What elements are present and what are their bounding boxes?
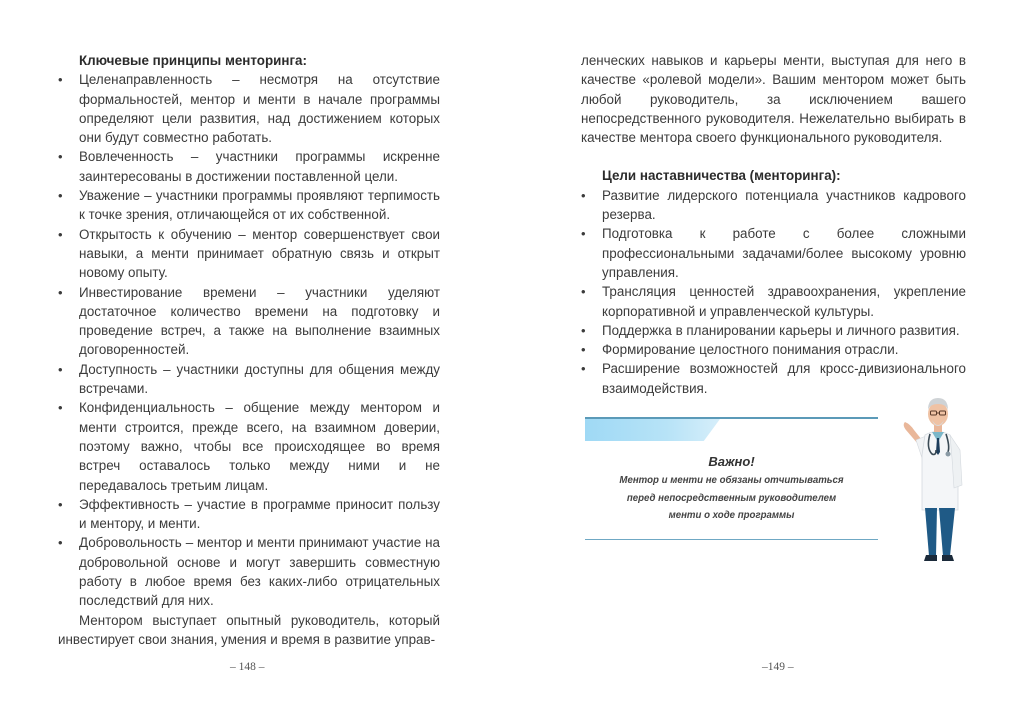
- goals-heading: Цели наставничества (менторинга):: [602, 168, 841, 184]
- principles-list: [58, 70, 440, 610]
- callout-title: Важно!: [708, 454, 755, 469]
- list-item: [581, 186, 966, 225]
- list-item: [58, 398, 440, 494]
- list-item-text: Поддержка в планировании карьеры и личного развития.: [602, 322, 960, 338]
- bullet-icon: •: [581, 361, 586, 377]
- page-number: –149 –: [762, 661, 794, 673]
- callout-bottom-line: [585, 539, 878, 541]
- callout-line: Ментор и менти не обязаны отчитываться: [619, 474, 844, 486]
- list-item-text: Доступность – участники доступны для общения между встречами.: [79, 361, 440, 397]
- list-item: [581, 321, 966, 340]
- right-text-block: [581, 51, 966, 398]
- page-number: – 148 –: [230, 661, 265, 673]
- list-item-text: Конфиденциальность – общение между ментором и менти строится, прежде всего, на взаимном доверии, поэтому важно, чтобы все происходящее во время встреч оставалось только между ними и не передавалось третьим лицам.: [79, 400, 440, 493]
- bullet-icon: •: [58, 226, 63, 242]
- list-item: [58, 186, 440, 225]
- bullet-icon: •: [58, 361, 63, 377]
- bullet-icon: •: [58, 284, 63, 300]
- list-item-text: Добровольность – ментор и менти принимают участие на добровольной основе и могут завершить совместную работу в любое время без каких-либо отрицательных последствий для них.: [79, 535, 440, 609]
- bullet-icon: •: [58, 149, 63, 165]
- list-item-text: Подготовка к работе с более сложными профессиональными задачами/более высокому уровню управления.: [602, 226, 966, 280]
- list-item-text: Целенаправленность – несмотря на отсутствие формальностей, ментор и менти в начале программы определяют цели развития, над достижением которых они будут совместно работать.: [79, 72, 440, 146]
- bullet-icon: •: [581, 284, 586, 300]
- bullet-icon: •: [581, 187, 586, 203]
- callout-accent-band: [585, 419, 720, 441]
- bullet-icon: •: [581, 226, 586, 242]
- left-text-block: [58, 51, 440, 649]
- bullet-icon: •: [58, 72, 63, 88]
- list-item: [58, 225, 440, 283]
- list-item-text: Расширение возможностей для кросс-дивизионального взаимодействия.: [602, 361, 966, 396]
- bullet-icon: •: [581, 342, 586, 358]
- callout-line: перед непосредственным руководителем: [626, 491, 837, 504]
- list-item: [58, 147, 440, 186]
- list-item-text: Открытость к обучению – ментор совершенствует свои навыки, а менти принимает обратную связь и открыт новому опыту.: [79, 226, 440, 281]
- important-callout: [585, 417, 878, 540]
- mentor-paragraph: Ментором выступает опытный руководитель, который инвестирует свои знания, умения и время в развитие управ-: [58, 612, 440, 647]
- bullet-icon: •: [58, 496, 63, 512]
- goals-list: [581, 186, 966, 398]
- list-item: [581, 224, 966, 282]
- list-item: [58, 70, 440, 147]
- list-item: [58, 283, 440, 360]
- list-item: [581, 340, 966, 359]
- right-page: [512, 0, 1024, 723]
- list-item: [581, 282, 966, 321]
- list-item: [58, 533, 440, 610]
- callout-top-line: [585, 417, 878, 419]
- callout-line: менти о ходе программы: [668, 509, 795, 521]
- list-item-text: Развитие лидерского потенциала участников кадрового резерва.: [602, 187, 966, 223]
- doctor-illustration: [892, 380, 982, 565]
- spacer: [581, 147, 966, 166]
- list-item-text: Уважение – участники программы проявляют терпимость к точке зрения, отличающейся от их собственной.: [79, 188, 440, 223]
- bullet-icon: •: [58, 188, 63, 204]
- continuation-paragraph: ленческих навыков и карьеры менти, выступая для него в качестве «ролевой модели». Вашим ментором может быть любой руководитель, за исключением вашего непосредственного руководителя. Нежелательно выбирать в качестве ментора своего функционального руководителя.: [581, 53, 966, 146]
- list-item-text: Вовлеченность – участники программы искренне заинтересованы в достижении поставленной цели.: [79, 149, 440, 184]
- callout-text: [597, 472, 867, 525]
- list-item: [58, 360, 440, 399]
- bullet-icon: •: [58, 400, 63, 416]
- list-item-text: Формирование целостного понимания отрасли.: [602, 342, 899, 358]
- bullet-icon: •: [581, 322, 586, 338]
- list-item-text: Инвестирование времени – участники уделяют достаточное количество времени на подготовку и проведение встреч, а также на выполнение взаимных договоренностей.: [79, 284, 440, 358]
- list-item-text: Трансляция ценностей здравоохранения, укрепление корпоративной и управленческой культуры.: [602, 284, 966, 319]
- bullet-icon: •: [58, 535, 63, 551]
- doctor-icon: [892, 380, 982, 565]
- principles-heading: Ключевые принципы менторинга:: [79, 53, 307, 68]
- list-item-text: Эффективность – участие в программе приносит пользу и ментору, и менти.: [79, 496, 440, 532]
- list-item: [58, 495, 440, 534]
